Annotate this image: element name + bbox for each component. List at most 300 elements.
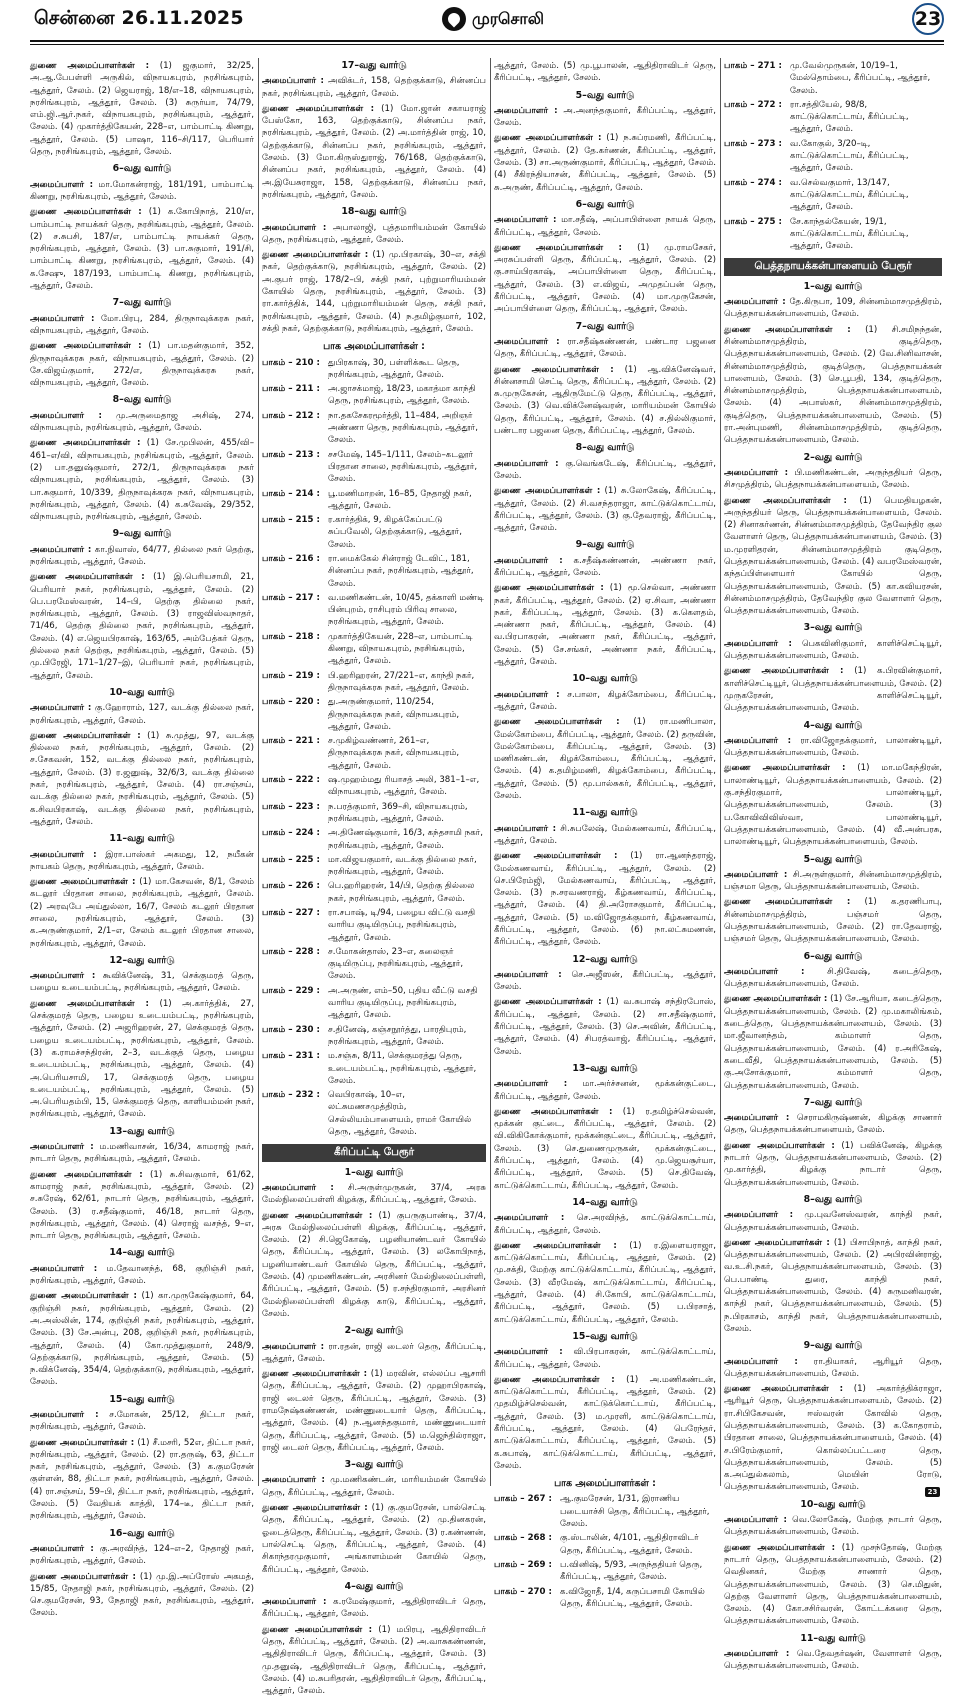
- column-1: [30, 60, 255, 1619]
- ward-heading: 1–வது வார்டு: [803, 280, 863, 292]
- ward-heading: 13–வது வார்டு: [109, 1125, 175, 1137]
- booth-number: பாகம் – 216 :: [262, 553, 320, 564]
- booth-agent-row: [494, 1493, 716, 1530]
- role-label: துணை அமைப்பாளர்கள் :: [494, 133, 602, 144]
- member-details: வெ.தேவதர்ஷன், வேளாளர் தெரு, பெத்தநாயக்கன்பாளையம், சேலம்.: [724, 1649, 942, 1672]
- role-label: துணை அமைப்பாளர்கள் :: [30, 341, 142, 352]
- appointment-entry: [494, 555, 716, 580]
- ward-heading: 9–வது வார்டு: [803, 1340, 863, 1352]
- role-label: துணை அமைப்பாளர்கள் :: [724, 1384, 844, 1395]
- member-details: க.ரமேஷ்குமார், ஆதிதிராவிடர் தெரு, கீரிப்பட்டி, ஆத்தூர், சேலம்.: [262, 1597, 486, 1620]
- appointment-entry: [724, 324, 942, 447]
- booth-agent-row: [724, 99, 942, 136]
- ward-heading: 10–வது வார்டு: [800, 1498, 866, 1510]
- ward-heading: 12–வது வார்டு: [109, 954, 175, 966]
- member-details: ச.பாலா, கிழக்கோம்பை, கீரிப்பட்டி, ஆத்தூர், சேலம்.: [494, 689, 716, 712]
- appointment-entry: [30, 1437, 254, 1523]
- booth-number: பாகம் – 225 :: [262, 854, 320, 865]
- member-details: (1) இ.பெரியசாமி, 21, பெரியார் நகர், நரசிங்கபுரம், ஆத்தூர், சேலம். (2) பெ.பரமேஸ்வரன், 14–பி, தெற்கு தில்லை நகர், நரசிங்கபுரம், ஆத்தூர், சேலம். (3) ராஜவிஸ்வநாதர், 71/46, தெற்கு தில்லை நகர், நரசிங்கபுரம், ஆத்தூர், சேலம். (4) எ.ஜெயபிரகாஷ், 163/65, அம்பேத்கர் தெரு, தில்லை நகர் தெற்கு, நரசிங்கபுரம், ஆத்தூர், சேலம். (5) மு.பிரேஜி, 171–1/27–இ, பெரியார் நகர், நரசிங்கபுரம், ஆத்தூர், சேலம்.: [30, 572, 254, 681]
- appointment-entry: [724, 467, 942, 492]
- ward-heading: 11–வது வார்டு: [800, 1632, 866, 1644]
- appointment-entry: [494, 850, 716, 948]
- role-label: அமைப்பாளர் :: [494, 215, 557, 226]
- booth-number: பாகம் – 212 :: [262, 410, 320, 421]
- member-details: (1) மு.இ.அப்ரோஸ் அகமத், 15/85, நேதாஜி நகர், நரசிங்கபுரம், ஆத்தூர், சேலம். (2) செ.குமரேசன், 93, நேதாஜி நகர், நரசிங்கபுரம், ஆத்தூர், சேலம்.: [30, 1571, 254, 1619]
- ward-heading: 11–வது வார்டு: [109, 833, 175, 845]
- member-details: சி.அருள்குமார், சின்னம்மாசமுத்திரம், பஞ்சமா தெரு, பெத்தநாயக்கன்பாளையம், சேலம்.: [724, 869, 942, 893]
- appointment-entry: [724, 1140, 942, 1189]
- booth-number: பாகம் – 268 :: [494, 1533, 552, 1544]
- role-label: அமைப்பாளர் :: [494, 336, 560, 347]
- edition-date: சென்னை 26.11.2025: [34, 7, 244, 29]
- booth-number: பாகம் – 269 :: [494, 1559, 552, 1570]
- booth-agent-details: துபிரகாஷ், 30, பள்ளிக்கூட தெரு, நரசிங்கபுரம், ஆத்தூர், சேலம்.: [328, 357, 460, 380]
- appointment-entry: [494, 336, 716, 361]
- member-details: (1) மரவின், எல்லப்ப ஆசாரி தெரு, கீரிப்பட்டி, ஆத்தூர், சேலம். (2) முஹாபிரகாஷ், ராஜி டைலர் தெரு, கீரிப்பட்டி, ஆத்தூர், சேலம். (3) ராமநேஷ்கண்ணன், மண்ணுடையார் தெரு, கீரிப்பட்டி, ஆத்தூர், சேலம். (4) ந.ஆனந்தகுமார், மண்ணுடையார் தெரு, கீரிப்பட்டி, ஆத்தூர், சேலம். (5) ம.ஜெந்தில்ராஜா, ராஜி டைலர் தெரு, கீரிப்பட்டி, ஆத்தூர், சேலம்.: [262, 1369, 486, 1453]
- booth-number: பாகம் – 270 :: [494, 1586, 552, 1597]
- appointment-entry: [30, 340, 254, 389]
- member-details: (1) ரா.ஆனந்தராஜ், மேல்கணவாய், கீரிப்பட்டி, ஆத்தூர், சேலம். (2) செ.பிரேம்ஜி, மேல்கணவாய், கீரிப்பட்டி, ஆத்தூர், சேலம். (3) ந.சரவணராஜ், கீழ்கணவாய், கீரிப்பட்டி, ஆத்தூர், சேலம். (4) தி.அரோசகுமார், கீரிப்பட்டி, ஆத்தூர், சேலம். (5) ம.விஜோதக்குமார், கீழ்கணவாய், கீரிப்பட்டி, ஆத்தூர், சேலம். (6) நா.லட்சுமணன், கீரிப்பட்டி, ஆத்தூர், சேலம்.: [494, 851, 716, 948]
- booth-agent-row: [262, 488, 486, 513]
- appointment-entry: [30, 1141, 254, 1166]
- role-label: துணை அமைப்பாளர்கள் :: [30, 207, 142, 218]
- role-label: அமைப்பாளர் :: [494, 105, 558, 116]
- role-label: அமைப்பாளர் :: [30, 179, 94, 190]
- appointment-entry: [724, 1383, 942, 1494]
- booth-number: பாகம் – 231 :: [262, 1051, 320, 1062]
- appointment-entry: [262, 1341, 486, 1366]
- appointment-entry: [494, 969, 716, 994]
- section-banner: பெத்தநாயக்கன்பாளையம் பேரூர்: [724, 258, 942, 275]
- role-label: துணை அமைப்பாளர்கள் :: [494, 717, 620, 728]
- role-label: துணை அமைப்பாளர்கள் :: [30, 1169, 143, 1180]
- appointment-entry: [494, 1240, 716, 1326]
- member-details: (1) பெமதியழகன், அருந்ததியர் தெரு, பெத்தநாயக்கன்பாளையம், சேலம். (2) சினாகர்ணன், சின்னம்மாசமுத்திரம், தேவேந்திர குல வேளாளர் தெரு, பெத்தநாயக்கன்பாளையம், சேலம். (3) ம.முரளிதரன், சின்னம்மாசமுத்திரம் குடிதெரு, பெத்தநாயக்கன்பாளையம், சேலம். (4) வபரமேஸ்வரன், கந்தப்பிள்ளையார் கோயில் தெரு, பெத்தநாயக்கன்பாளையம், சேலம். (5) கா.கவியரசன், சின்னம்மாசமுத்திரம், தேவேந்திர குல வேளாளர் தெரு, பெத்தநாயக்கன்பாளையம், சேலம்.: [724, 495, 942, 617]
- booth-agent-row: [262, 449, 486, 486]
- member-details: (1) மு.ராமசேகர், அரசுப்பள்ளி தெரு, கீரிப்பட்டி, ஆத்தூர், சேலம். (2) கு.சாய்பிரகாஷ், அப்பாபிள்ளை தெரு, கீரிப்பட்டி, ஆத்தூர், சேலம். (3) எ.விஜய், அமுதப்பன் தெரு, கீரிப்பட்டி, ஆத்தூர், சேலம். (4) மா.முருகேசன், அப்பாபிள்ளை தெரு, கீரிப்பட்டி, ஆத்தூர், சேலம்.: [494, 242, 716, 315]
- ward-heading: 14–வது வார்டு: [572, 1196, 638, 1208]
- booth-agent-details: ப.வினிஷ், 5/93, அருந்ததியர் தெரு, கீரிப்பட்டி, ஆத்தூர், சேலம்.: [560, 1559, 703, 1583]
- ward-heading: 6–வது வார்டு: [575, 198, 635, 210]
- role-label: துணை அமைப்பாளர்கள் :: [494, 1374, 615, 1385]
- booth-agent-details: பி.ஹரிஹரன், 27/221–எ, காந்தி நகர், திருநாவுக்கரசு நகர், ஆத்தூர், சேலம்.: [328, 670, 475, 693]
- role-label: துணை அமைப்பாளர்கள் :: [30, 61, 150, 71]
- booth-agent-row: [262, 357, 486, 382]
- role-label: அமைப்பாளர் :: [494, 1213, 565, 1224]
- booth-agent-row: [262, 696, 486, 733]
- member-details: (1) சீ.மசரி, 52எ, திட்டா நகர், நரசிங்கபுரம், ஆத்தூர், சேலம். (2) ரா.தருஷ், 63, திட்டா நகர், நரசிங்கபுரம், ஆத்தூர், சேலம். (3) க.குமரேசன் குள்ளன், 88, திட்டா நகர், நரசிங்கபுரம், ஆத்தூர், சேலம். (4) ரா.சஞ்சய், 59–பி, திட்டா நகர், நரசிங்கபுரம், ஆத்தூர், சேலம். (5) வேதியக் காத்தி, 174–டீ, திட்டா நகர், நரசிங்கபுரம், ஆத்தூர், சேலம்.: [30, 1437, 254, 1522]
- role-label: அமைப்பாளர் :: [494, 1079, 568, 1090]
- appointment-entry: [494, 458, 716, 483]
- role-label: அமைப்பாளர் :: [724, 467, 789, 478]
- role-label: அமைப்பாளர் :: [724, 966, 805, 977]
- booth-agent-row: [262, 907, 486, 944]
- booth-agent-details: பெ.ஹரிஹரன், 14/பி, தெற்கு தில்லை நகர், நரசிங்கபுரம், ஆத்தூர், சேலம்.: [328, 881, 475, 904]
- member-details: மா.அர்ச்சனன், மூக்கன்குட்டை, கீரிப்பட்டி, ஆத்தூர், சேலம்.: [494, 1079, 716, 1102]
- appointment-entry: [494, 132, 716, 193]
- booth-agent-row: [262, 854, 486, 879]
- ward-heading: 4–வது வார்டு: [803, 719, 863, 731]
- member-details: சி.திவேஷ், கடைத்தெரு, பெத்தநாயக்கன்பாளையம், சேலம்.: [724, 966, 942, 990]
- appointment-entry: [30, 410, 254, 435]
- booth-number: பாகம் – 229 :: [262, 985, 320, 996]
- column-2: [262, 60, 487, 1697]
- role-label: அமைப்பாளர் :: [262, 222, 327, 233]
- role-label: அமைப்பாளர் :: [724, 297, 786, 308]
- role-label: துணை அமைப்பாளர்கள் :: [30, 1571, 136, 1582]
- booth-agent-details: து.அருண்குமார், 110/254, திருநாவுக்கரசு நகர், விநாயகபுரம், ஆத்தூர், சேலம்.: [328, 697, 460, 732]
- booth-agent-details: வ.மணிகண்டன், 10/45, தக்காளி மண்டி பின்புறம், ராசிபுரம் பிரிவு சாலை, நரசிங்கபுரம், ஆத்தூர், சேலம்.: [328, 592, 484, 628]
- booth-agent-row: [262, 631, 486, 668]
- booth-agent-details: ச.தினேஷ், கஞ்சநூர்த்து, பாரதிபுரம், நரசிங்கபுரம், ஆத்தூர், சேலம்.: [328, 1024, 467, 1047]
- rising-sun-icon: [442, 7, 466, 31]
- role-label: அமைப்பாளர் :: [30, 849, 97, 860]
- booth-agent-row: [262, 735, 486, 772]
- member-details: இரா.பாஸ்கர் அகமது, 12, நயீகன் நாயகம் தெரு, நரசிங்கபுரம், ஆத்தூர், சேலம்.: [30, 849, 254, 872]
- role-label: துணை அமைப்பாளர்கள் :: [262, 250, 369, 261]
- role-label: துணை அமைப்பாளர்கள் :: [494, 1240, 617, 1251]
- booth-agent-details: நா.தகசேகரமூர்த்தி, 11–484, அறிஞர் அண்ணா தெரு, நரசிங்கபுரம், ஆத்தூர், சேலம்.: [328, 410, 479, 446]
- member-details: ரா.சதீஷ்கண்ணன், பண்டார பஜனை தெரு, கீரிப்பட்டி, ஆத்தூர், சேலம்.: [494, 336, 716, 360]
- appointment-entry: [30, 1409, 254, 1434]
- member-details: செ.அஜீஸன், கீரிப்பட்டி, ஆத்தூர், சேலம்.: [494, 969, 716, 993]
- newspaper-name: முரசொலி: [472, 8, 544, 28]
- role-label: அமைப்பாளர் :: [30, 1142, 94, 1153]
- member-details: மு.மணிகண்டன், மாரியம்மன் கோயில் தெரு, கீரிப்பட்டி, ஆத்தூர், சேலம்.: [262, 1475, 487, 1498]
- appointment-entry: [30, 970, 254, 995]
- role-label: அமைப்பாளர் :: [494, 969, 562, 980]
- booth-agent-details: ரா.சத்தியேல், 98/8, காட்டுக்கொட்டாய், கீரிப்பட்டி, ஆத்தூர், சேலம்.: [790, 99, 909, 135]
- appointment-entry: [30, 544, 254, 569]
- role-label: துணை அமைப்பாளர்கள் :: [30, 572, 145, 583]
- column-3: [494, 60, 717, 1609]
- appointment-entry: [724, 966, 942, 991]
- ward-heading: 13–வது வார்டு: [572, 1062, 638, 1074]
- booth-agent-row: [262, 592, 486, 629]
- role-label: அமைப்பாளர் :: [494, 1347, 563, 1358]
- appointment-entry: [724, 495, 942, 618]
- booth-agent-details: ஷ.முஹம்மது ரியாசத் அலி, 381–1–எ, விநாயகபுரம், ஆத்தூர், சேலம்.: [328, 775, 480, 798]
- role-label: துணை அமைப்பாளர்கள் :: [262, 1210, 373, 1221]
- role-label: துணை அமைப்பாளர்கள் :: [30, 998, 149, 1009]
- role-label: அமைப்பாளர் :: [724, 1515, 787, 1526]
- member-details: (1) க.பிரவின்குமார், காளிச்செட்டியூர், பெத்தநாயக்கன்பாளையம், சேலம். (2) முருகரேசன், காளிச்செட்டியூர், பெத்தநாயக்கன்பாளையம், சேலம்.: [724, 666, 942, 714]
- role-label: அமைப்பாளர் :: [30, 313, 95, 324]
- appointment-entry: [262, 1596, 486, 1621]
- ward-heading: 6–வது வார்டு: [112, 163, 172, 175]
- booth-agent-details: ந.பரத்குமார், 369–சி, விநாயகபுரம், நரசிங்கபுரம், ஆத்தூர், சேலம்.: [328, 801, 468, 824]
- appointment-entry: [724, 1356, 942, 1381]
- booth-agent-details: சே.காந்தல்கேயன், 19/1, காட்டுக்கொட்டாய், கீரிப்பட்டி, ஆத்தூர், சேலம்.: [790, 216, 909, 252]
- appointment-entry: [30, 313, 254, 338]
- role-label: துணை அமைப்பாளர்கள் :: [494, 583, 604, 594]
- booth-agent-details: பூ.மணிமாறன், 16–85, நேதாஜி நகர், ஆத்தூர், சேலம்.: [328, 488, 472, 511]
- ward-heading: 14–வது வார்டு: [109, 1247, 175, 1259]
- member-details: ச.மோகன், 25/12, திட்டா நகர், நரசிங்கபுரம், ஆத்தூர், சேலம்.: [30, 1409, 254, 1433]
- role-label: துணை அமைப்பாளர்கள் :: [30, 730, 141, 741]
- role-label: துணை அமைப்பாளர்கள் :: [262, 1369, 368, 1380]
- booth-number: பாகம் – 267 :: [494, 1494, 552, 1505]
- appointment-entry: [262, 75, 486, 100]
- booth-agent-row: [262, 553, 486, 590]
- appointment-entry: [494, 364, 716, 438]
- member-details: ரா.தியாகர், ஆரியூர் தெரு, பெத்தநாயக்கன்பாளையம், சேலம்.: [724, 1356, 942, 1379]
- appointment-entry: [494, 823, 716, 848]
- booth-number: பாகம் – 217 :: [262, 592, 320, 603]
- appointment-entry: [724, 896, 942, 945]
- member-details: ம.மணிவாசன், 16/34, காமராஜ் நகர், நாடார் தெரு, நரசிங்கபுரம், ஆத்தூர், சேலம்.: [30, 1142, 254, 1165]
- role-label: அமைப்பாளர் :: [724, 1649, 790, 1660]
- role-label: அமைப்பாளர் :: [724, 735, 792, 746]
- member-details: (1) க.தரணிபாபு, சின்னம்மாசமுத்திரம், பஞ்சமர் தெரு, பெத்தநாயக்கன்பாளையம், சேலம். (2) ரா.தேவராஜ், பஞ்சமர் தெரு, பெத்தநாயக்கன்பாளையம், சேலம்.: [724, 897, 943, 945]
- member-details: அபாலாஜி, புத்தமாரியம்மன் கோயில் தெரு, நரசிங்கபுரம், ஆத்தூர், சேலம்.: [262, 222, 487, 245]
- ward-heading: 8–வது வார்டு: [575, 442, 635, 454]
- booth-agent-details: அ.திணேஷ்குமார், 16/3, கந்தசாமி நகர், நரசிங்கபுரம், ஆத்தூர், சேலம்.: [328, 828, 483, 851]
- appointment-entry: [30, 1169, 254, 1243]
- appointment-entry: [262, 249, 486, 335]
- appointment-entry: [494, 1078, 716, 1103]
- member-details: மு.அருமைதாஜ அசிஷ், 274, விநாயகபுரம், நரசிங்கபுரம், ஆத்தூர், சேலம்.: [30, 410, 254, 434]
- role-label: அமைப்பாளர் :: [262, 1597, 327, 1608]
- role-label: அமைப்பாளர் :: [494, 689, 560, 700]
- booth-number: பாகம் – 228 :: [262, 946, 320, 957]
- ward-heading: 15–வது வார்டு: [572, 1330, 638, 1342]
- booth-agent-details: வ.கோகுல், 3/20–டி, காட்டுக்கொட்டாய், கீரிப்பட்டி, ஆத்தூர், சேலம்.: [790, 138, 909, 174]
- ward-heading: 11–வது வார்டு: [572, 807, 638, 819]
- masthead-rule-thin: [30, 44, 944, 45]
- appointment-entry: [494, 1346, 716, 1371]
- booth-agent-row: [262, 827, 486, 852]
- member-details: கு.ஹோராம், 127, வடக்கு தில்லை நகர், நரசிங்கபுரம், ஆத்தூர், சேலம்.: [30, 703, 254, 726]
- member-details: கு.வெங்கடேஷ், கீரிப்பட்டி, ஆத்தூர், சேலம்.: [494, 458, 716, 481]
- member-details: (1) மூ.செல்வா, அண்ணா நகர், கீரிப்பட்டி, ஆத்தூர், சேலம். (2) ஏ.சிவா, அண்ணா நகர், கீரிப்பட்டி, ஆத்தூர், சேலம். (3) க.கௌதம், அண்ணா நகர், கீரிப்பட்டி, ஆத்தூர், சேலம். (4) வ.பிரபாகரன், அண்ணா நகர், கீரிப்பட்டி, ஆத்தூர், சேலம். (5) சே.சங்கர், அண்ணா நகர், கீரிப்பட்டி, ஆத்தூர், சேலம்.: [494, 583, 717, 668]
- booth-agent-row: [262, 670, 486, 695]
- member-details: மா.சதீஷ், அப்பாபிள்ளை நாயக் தெரு, கீரிப்பட்டி, ஆத்தூர், சேலம்.: [494, 215, 716, 238]
- booth-number: பாகம் – 211 :: [262, 384, 320, 395]
- role-label: துணை அமைப்பாளர்கள் :: [724, 994, 828, 1005]
- appointment-entry: [494, 1212, 716, 1237]
- member-details: (1) மபிரபு, ஆதிதிராவிடர் தெரு, கீரிப்பட்டி, ஆத்தூர், சேலம். (2) அ.வாசுகண்ணன், ஆதிதிராவிடர் தெரு, கீரிப்பட்டி, ஆத்தூர், சேலம். (3) மு.தனுஷ், ஆதிதிராவிடர் தெரு, கீரிப்பட்டி, ஆத்தூர், சேலம். (4) ம.சுபரிதரன், ஆதிதிராவிடர் தெரு, கீரிப்பட்டி, ஆத்தூர், சேலம்.: [262, 1624, 486, 1697]
- role-label: துணை அமைப்பாளர்கள் :: [724, 1140, 835, 1151]
- role-label: அமைப்பாளர் :: [30, 1263, 98, 1274]
- appointment-entry: [30, 60, 254, 158]
- role-label: துணை அமைப்பாளர்கள் :: [494, 997, 602, 1008]
- column-divider: [490, 58, 491, 1486]
- member-details: (1) ர.தமிழ்ச்செல்வன், மூக்கன் குட்டை, கீரிப்பட்டி, ஆத்தூர், சேலம். (2) வி.விகிகோக்குமார், மூக்கன்குட்டை, கீரிப்பட்டி, ஆத்தூர், சேலம். (3) செ.துணைமுருகன், மூக்கன்குட்டை, கீரிப்பட்டி, ஆத்தூர், சேலம். (4) மு.ஜெயசூர்யா, கீரிப்பட்டி, ஆத்தூர், சேலம். (5) செ.திவேஷ், காட்டுக்கொட்டாய், கீரிப்பட்டி, ஆத்தூர், சேலம்.: [494, 1106, 716, 1191]
- member-details: (1) ரா.மணிபாலா, மேல்கோம்பை, கீரிப்பட்டி, ஆத்தூர், சேலம். (2) தருவின், மேல்கோம்பை, கீரிப்பட்டி, ஆத்தூர், சேலம். (3) மணிகண்டன், கிழக்கோம்பை, கீரிப்பட்டி, ஆத்தூர், சேலம். (4) க.தமிழ்மணி, கிழக்கோம்பை, கீரிப்பட்டி, ஆத்தூர், சேலம். (5) மூ.பால்சுகர், கீரிப்பட்டி, ஆத்தூர், சேலம்.: [494, 717, 716, 802]
- appointment-entry: [262, 1624, 486, 1698]
- appointment-entry: [30, 876, 254, 950]
- newspaper-logo[interactable]: [442, 6, 544, 32]
- role-label: அமைப்பாளர் :: [30, 1543, 94, 1554]
- appointment-entry: [724, 869, 942, 894]
- booth-agent-details: ர.கார்த்திக், 9, கிழக்கேப்பட்டு சுப்பவேலி, தெற்குக்காடு, ஆத்தூர், சேலம்.: [328, 515, 463, 550]
- role-label: அமைப்பாளர் :: [30, 544, 92, 555]
- booth-number: பாகம் – 220 :: [262, 697, 320, 708]
- member-details: செ.அரவிந்த், காட்டுக்கொட்டாய், கீரிப்பட்டி, ஆத்தூர், சேலம்.: [494, 1213, 716, 1236]
- masthead: [0, 0, 972, 38]
- appointment-entry: [30, 998, 254, 1121]
- booth-agent-details: மு.வேல்முருகன், 10/19–1, மேல்தொம்பை, கீரிப்பட்டி, ஆத்தூர், சேலம்.: [790, 61, 931, 96]
- role-label: அமைப்பாளர் :: [724, 869, 788, 880]
- member-details: சி.அருள்முருகன், 37/4, அரசு மேல்நிலைப்பள்ளி கிழக்கு, கீரிப்பட்டி, ஆத்தூர், சேலம்.: [262, 1182, 486, 1206]
- ward-heading: 2–வது வார்டு: [344, 1325, 404, 1337]
- member-details: தே.கிருபா, 109, சின்னம்மாசமுத்திரம், பெத்தநாயக்கன்பாளையம், சேலம்.: [724, 297, 942, 320]
- booth-number: பாகம் – 215 :: [262, 515, 320, 526]
- ward-heading: 7–வது வார்டு: [112, 297, 172, 309]
- member-details: (1) மா.மகேந்திரன், பாலாண்டியூர், பெத்தநாயக்கன்பாளையம், சேலம். (2) கு.சந்திரகுமார், பாலாண்டியூர், பெத்தநாயக்கன்பாளையம், சேலம். (3) ப.கோவிவிவிஸ்வா, பாலாண்டியூர், பெத்தநாயக்கன்பாளையம், சேலம். (4) வீ.அன்பரசு, பாலாண்டியூர், பெத்தநாயக்கன்பாளையம், சேலம்.: [724, 763, 942, 848]
- role-label: அமைப்பாளர் :: [724, 1356, 798, 1367]
- booth-number: பாகம் – 224 :: [262, 828, 320, 839]
- ward-heading: 4–வது வார்டு: [344, 1580, 404, 1592]
- role-label: துணை அமைப்பாளர்கள் :: [494, 1106, 613, 1117]
- appointment-entry: [724, 1542, 942, 1628]
- role-label: துணை அமைப்பாளர்கள் :: [724, 763, 846, 774]
- role-label: அமைப்பாளர் :: [262, 1341, 325, 1352]
- booth-agent-row: [724, 60, 942, 97]
- appointment-entry: [30, 571, 254, 682]
- appointment-entry: [30, 437, 254, 523]
- appointment-entry: [262, 1502, 486, 1576]
- appointment-entry: [724, 1648, 942, 1673]
- role-label: துணை அமைப்பாளர்கள் :: [724, 1542, 836, 1553]
- member-details: (1) ர.இளையராஜா, காட்டுக்கொட்டாய், கீரிப்பட்டி, ஆத்தூர், சேலம். (2) மு.சக்தி, மேற்கு காட்டுக்கொட்டாய், கீரிப்பட்டி, ஆத்தூர், சேலம். (3) வீரமேஷ், காட்டுக்கொட்டாய், கீரிப்பட்டி, ஆத்தூர், சேலம். (4) சி.கோபி, காட்டுக்கொட்டாய், கீரிப்பட்டி, ஆத்தூர், சேலம். (5) ப.பிரசாத், காட்டுக்கொட்டாய், கீரிப்பட்டி, ஆத்தூர், சேலம்.: [494, 1240, 716, 1325]
- member-details: கா.நிவாஸ், 64/77, தில்லை நகர் தெற்கு, நரசிங்கபுரம், ஆத்தூர், சேலம்.: [30, 544, 254, 567]
- ward-heading: 1–வது வார்டு: [344, 1166, 404, 1178]
- member-details: அவிக்டர், 158, தெற்குக்காடு, சின்னப்ப நகர், நரசிங்கபுரம், ஆத்தூர், சேலம்.: [262, 76, 486, 99]
- booth-agent-row: [724, 138, 942, 175]
- booth-agent-row: [262, 410, 486, 447]
- booth-agent-details: அ.அருண், எம்–50, புதிய வீட்டு வசதி வாரிய குடியிருப்பு, நரசிங்கபுரம், ஆத்தூர், சேலம்.: [328, 985, 478, 1021]
- member-details: வி.பிரபாகரன், காட்டுக்கொட்டாய், கீரிப்பட்டி, ஆத்தூர், சேலம்.: [494, 1347, 716, 1370]
- role-label: அமைப்பாளர் :: [494, 458, 559, 469]
- ward-heading: 2–வது வார்டு: [803, 451, 863, 463]
- role-label: துணை அமைப்பாளர்கள் :: [30, 877, 136, 888]
- role-label: துணை அமைப்பாளர்கள் :: [262, 1503, 368, 1514]
- booth-number: பாகம் – 219 :: [262, 670, 320, 681]
- member-details: (1) மோ.ஜான் சகாயராஜ் பேஸ்கோ, 163, தெற்குக்காடு, சின்னப்ப நகர், நரசிங்கபுரம், ஆத்தூர், சேலம். (2) அ.மார்த்தின் ராஜ், 10, தெற்குக்காடு, சின்னப்ப நகர், நரசிங்கபுரம், ஆத்தூர், சேலம். (3) மோ.கிருஸ்துராஜ், 76/168, தெற்குக்காடு, சின்னப்ப நகர், நரசிங்கபுரம், ஆத்தூர், சேலம். (4) அ.இயேசுராஜா, 158, தெற்குக்காடு, சின்னப்ப நகர், நரசிங்கபுரம், ஆத்தூர், சேலம்.: [262, 103, 486, 200]
- role-label: அமைப்பாளர் :: [262, 1182, 334, 1193]
- member-details: ஆத்தூர், சேலம். (5) மு.பூபாலன், ஆதிதிராவிடர் தெரு, கீரிப்பட்டி, ஆத்தூர், சேலம்.: [494, 61, 716, 84]
- booth-agent-details: முகார்த்திகேயன், 228–எ, பாம்பாட்டி கிணறு, விநாயகபுரம், நரசிங்கபுரம், ஆத்தூர், சேலம்.: [328, 631, 473, 667]
- role-label: துணை அமைப்பாளர்கள் :: [262, 103, 375, 114]
- column-divider: [258, 58, 259, 1486]
- appointment-entry: [724, 1237, 942, 1335]
- member-details: ரா.ரதன், ராஜி டைலர் தெரு, கீரிப்பட்டி, ஆத்தூர், சேலம்.: [262, 1341, 486, 1364]
- member-details: கூவிக்னேஷ், 31, செக்குமரத் தெரு, பழைய உடையம்பட்டி, நரசிங்கபுரம், ஆத்தூர், சேலம்.: [30, 971, 254, 994]
- role-label: துணை அமைப்பாளர்கள் :: [724, 1237, 830, 1248]
- member-details: (1) வ.சுபாஷ் சந்திரபோஸ், கீரிப்பட்டி, ஆத்தூர், சேலம். (2) சா.சதீஷ்குமார், கீரிப்பட்டி, ஆத்தூர், சேலம். (3) செ.அவின், கீரிப்பட்டி, ஆத்தூர், சேலம். (4) சிபரத்வாஜ், கீரிப்பட்டி, ஆத்தூர், சேலம்.: [494, 997, 716, 1057]
- ward-heading: 7–வது வார்டு: [575, 320, 635, 332]
- member-details: ரா.விஜோதக்குமார், பாலாண்டியூர், பெத்தநாயக்கன்பாளையம், சேலம்.: [724, 735, 942, 759]
- booth-agent-details: வெபிரகாஷ், 10–எ, லட்சுமணசமுத்திரம், செல்லியம்பாளையம், ராமர் கோயில் தெரு, ஆத்தூர், சேலம்.: [328, 1090, 472, 1138]
- member-details: (1) மு.பிரகாஷ், 30–எ, சக்தி நகர், தெற்குக்காடு, நரசிங்கபுரம், ஆத்தூர், சேலம். (2) அ.குபர் ராஜ், 178/2–பி, சக்தி நகர், புற்றுமாரியம்மன் கோயில் தெரு, நரசிங்கபுரம், ஆத்தூர், சேலம். (3) ரா.கார்த்திக், 144, புற்றுமாரியம்மன் தெரு, சக்தி நகர், நரசிங்கபுரம், ஆத்தூர், சேலம். (4) ந.தமிழ்குமார், 102, சக்தி நகர், தெற்குக்காடு, நரசிங்கபுரம், ஆத்தூர், சேலம்.: [262, 250, 486, 334]
- appointment-entry: [724, 665, 942, 714]
- member-details: அ.அனந்தகுமார், கீரிப்பட்டி, ஆத்தூர், சேலம்.: [494, 105, 716, 129]
- member-details: (1) அ.மணிகண்டன், காட்டுக்கொட்டாய், கீரிப்பட்டி, ஆத்தூர், சேலம். (2) முதமிழ்ச்செல்வன், காட்டுக்கொட்டாய், கீரிப்பட்டி, ஆத்தூர், சேலம். (3) ம.முரளி, காட்டுக்கொட்டாய், கீரிப்பட்டி, ஆத்தூர், சேலம். (4) பெரேந்தர், காட்டுக்கொட்டாய், கீரிப்பட்டி, ஆத்தூர், சேலம். (5) க.சுபாஷ், காட்டுக்கொட்டாய், கீரிப்பட்டி, ஆத்தூர், சேலம்.: [494, 1374, 716, 1471]
- booth-agent-row: [724, 216, 942, 253]
- appointment-entry: [494, 1374, 716, 1472]
- appointment-entry: [262, 1474, 486, 1499]
- appointment-entry: [262, 1210, 486, 1321]
- booth-number: பாகம் – 214 :: [262, 488, 320, 499]
- member-details: (1) சு.சிவகுமார், 61/62, காமராஜ் நகர், நரசிங்கபுரம், ஆத்தூர், சேலம். (2) ச.சுரேஷ், 62/61, நாடார் தெரு, நரசிங்கபுரம், ஆத்தூர், சேலம். (3) ர.சதீஷ்குமார், 46/18, நாடார் தெரு, நரசிங்கபுரம், ஆத்தூர், சேலம். (4) செராஜ் வசந்த், 9–எ, நாடார் தெரு, நரசிங்கபுரம், ஆத்தூர், சேலம்.: [30, 1169, 255, 1242]
- member-details: சி.சுபலேஷ், மேல்கணவாய், கீரிப்பட்டி, ஆத்தூர், சேலம்.: [494, 823, 716, 846]
- masthead-rule: [30, 40, 944, 42]
- booth-agent-details: ச.மோகன்தாஸ், 23–எ, கலைஞர் குடியிருப்பு, நரசிங்கபுரம், ஆத்தூர், சேலம்.: [328, 946, 464, 982]
- appointment-entry: [494, 485, 716, 534]
- member-details: (1) சு.லோகேஷ், கீரிப்பட்டி, ஆத்தூர், சேலம். (2) சி.வசந்தராஜா, காட்டுக்கொட்டாய், கீரிப்பட்டி, ஆத்தூர், சேலம். (3) கு.தேவராஜ், கீரிப்பட்டி, ஆத்தூர், சேலம்.: [494, 486, 716, 534]
- appointment-entry: [494, 214, 716, 239]
- appointment-entry: [494, 996, 716, 1057]
- member-details: (1) சே.முபிலன், 455/வி–461–எ/வி, விநாயகபுரம், நரசிங்கபுரம், ஆத்தூர், சேலம். (2) பா.தனுஷ்குமார், 272/1, திருநாவுக்கரசு நகர் விநாயகபுரம், நரசிங்கபுரம், ஆத்தூர், சேலம். (3) பா.சுகுமார், 10/339, திருநாவுக்கரசு நகர், விநாயகபுரம், நரசிங்கபுரம், ஆத்தூர், சேலம். (4) க.சுவேஷ், 29/352, விநாயகபுரம், நரசிங்கபுரம், ஆத்தூர், சேலம்.: [30, 438, 254, 523]
- appointment-entry: [30, 1543, 254, 1568]
- role-label: அமைப்பாளர் :: [30, 703, 92, 714]
- booth-number: பாகம் – 221 :: [262, 736, 320, 747]
- ward-heading: 7–வது வார்டு: [803, 1096, 863, 1108]
- member-details: (1) அகார்த்திக்ராஜா, ஆரியூர் தெரு, பெத்தநாயக்கன்பாளையம், சேலம். (2) ரா.சிபிகேசவன், ஈஸ்வரன் கோவில் தெரு, பெத்தநாயக்கன்பாளையம், சேலம். (3) க.கோதராம், பிரதான சாலை, பெத்தநாயக்கன்பாளையம், சேலம். (4) ச.பிரேம்குமார், கொல்லப்பட்டரை தெரு, பெத்தநாயக்கன்பாளையம், சேலம். (5) க.அப்துல்கலாம், மெயின் ரோடு, பெத்தநாயக்கன்பாளையம், சேலம்.: [724, 1384, 942, 1493]
- ward-heading: 9–வது வார்டு: [112, 528, 172, 540]
- booth-agent-row: [262, 1050, 486, 1087]
- ward-heading: 9–வது வார்டு: [575, 539, 635, 551]
- appointment-entry: [494, 60, 716, 85]
- footer-page-number: 23: [925, 1487, 940, 1497]
- ward-heading: 6–வது வார்டு: [803, 950, 863, 962]
- role-label: அமைப்பாளர் :: [30, 410, 102, 421]
- booth-agent-details: சசமேஷ், 145–1/111, சேலம்–கடலூர் பிரதான சாலை, நரசிங்கபுரம், ஆத்தூர், சேலம்.: [328, 449, 478, 485]
- ward-heading: 5–வது வார்டு: [803, 853, 863, 865]
- appointment-entry: [30, 1571, 254, 1620]
- appointment-entry: [30, 1263, 254, 1288]
- subsection-heading: பாக அமைப்பாளர்கள் :: [554, 1478, 656, 1490]
- booth-number: பாகம் – 222 :: [262, 775, 320, 786]
- role-label: அமைப்பாளர் :: [494, 823, 557, 834]
- member-details: மோ.பிரபு, 284, திருநாவுக்கரசு நகர், விநாயகபுரம், ஆத்தூர், சேலம்.: [30, 313, 254, 336]
- role-label: துணை அமைப்பாளர்கள் :: [724, 495, 847, 506]
- booth-agent-details: ச.முகிழ்வண்ணர், 261–எ, திருநாவுக்கரசு நகர், விநாயகபுரம், ஆத்தூர், சேலம்.: [328, 736, 460, 771]
- appointment-entry: [30, 179, 254, 204]
- member-details: கு.அரவிந்த், 124–எ–2, நேதாஜி நகர், நரசிங்கபுரம், ஆத்தூர், சேலம்.: [30, 1543, 254, 1567]
- member-details: மா.மோகன்ராஜ், 181/191, பாம்பாட்டி கிணறு, நரசிங்கபுரம், ஆத்தூர், சேலம்.: [30, 179, 254, 202]
- role-label: அமைப்பாளர் :: [30, 971, 96, 982]
- member-details: (1) அ.கார்த்திக், 27, செக்குமரத் தெரு, பழைய உடையம்பட்டி, நரசிங்கபுரம், ஆத்தூர், சேலம். (2) அஜரிஹரன், 27, செக்குமரத் தெரு, பழைய உடையம்பட்டி, நரசிங்கபுரம், ஆத்தூர், சேலம். (3) க.ராமச்சந்திரன், 2–3, வடக்குத் தெரு, பழைய உடையம்பட்டி, நரசிங்கபுரம், ஆத்தூர், சேலம். (4) அ.பெரியசாமி, 17, செக்குமரத் தெரு, பழைய உடையம்பட்டி, நரசிங்கபுரம், ஆத்தூர், சேலம். (5) அ.பெரியதம்பி, 15, செக்குமரத் தெரு, காளியம்மன் நகர், நரசிங்கபுரம், ஆத்தூர், சேலம்.: [30, 998, 254, 1120]
- appointment-entry: [494, 689, 716, 714]
- booth-number: பாகம் – 213 :: [262, 449, 320, 460]
- booth-number: பாகம் – 275 :: [724, 216, 782, 227]
- booth-agent-row: [494, 1559, 716, 1584]
- subsection-heading: பாக அமைப்பாளர்கள் :: [323, 341, 425, 353]
- booth-number: பாகம் – 272 :: [724, 99, 782, 110]
- booth-agent-details: ரா.மைக்கேல் சின்ராஜ் டேவிட், 181, சின்னப்ப நகர், நரசிங்கபுரம், ஆத்தூர், சேலம்.: [328, 553, 474, 589]
- ward-heading: 5–வது வார்டு: [575, 89, 635, 101]
- appointment-entry: [494, 716, 716, 802]
- role-label: துணை அமைப்பாளர்கள் :: [494, 486, 601, 497]
- role-label: துணை அமைப்பாளர்கள் :: [494, 851, 618, 862]
- member-details: மு.புவனேஸ்வரன், காந்தி நகர், பெத்தநாயக்கன்பாளையம், சேலம்.: [724, 1210, 942, 1233]
- booth-number: பாகம் – 218 :: [262, 631, 320, 642]
- booth-agent-details: அ.ஜாசக்மாஜ், 18/23, மகாத்மா காந்தி தெரு, நரசிங்கபுரம், ஆத்தூர், சேலம்.: [328, 384, 476, 407]
- member-details: (1) ந.சுப்ரமணி, கீரிப்பட்டி, ஆத்தூர், சேலம். (2) தே.கர்ணன், கீரிப்பட்டி, ஆத்தூர், சேலம். (3) சா.அருண்குமார், கீரிப்பட்டி, ஆத்தூர், சேலம். (4) சீகிரந்தியாசன், கீரிப்பட்டி, ஆத்தூர், சேலம். (5) சு.அருண், கீரிப்பட்டி, ஆத்தூர், சேலம்.: [494, 133, 716, 193]
- member-details: (1) குபருகுபாண்டி, 37/4, அரசு மேல்நிலைப்பள்ளி கிழக்கு, கீரிப்பட்டி, ஆத்தூர், சேலம். (2) சி.ஜெகோஷ், பழனியாண்டவர் கோயில் தெரு, கீரிப்பட்டி, ஆத்தூர், சேலம். (3) லகோபிநாத், பழனியாண்டவர் கோயில் தெரு, கீரிப்பட்டி, ஆத்தூர், சேலம். (4) முமணிகண்டன், அரசினர் மேல்நிலைப்பள்ளி, கீரிப்பட்டி, ஆத்தூர், சேலம். (5) ர.சந்திரகுமார், அரசினர் மேல்நிலைப்பள்ளி கிழக்கு காடு, கீரிப்பட்டி, ஆத்தூர், சேலம்.: [262, 1210, 486, 1319]
- booth-agent-details: மா.விஜயகுமார், வடக்கு தில்லை நகர், நரசிங்கபுரம், ஆத்தூர், சேலம்.: [328, 854, 477, 878]
- booth-number: பாகம் – 223 :: [262, 801, 320, 812]
- role-label: அமைப்பாளர் :: [262, 76, 324, 87]
- booth-agent-row: [724, 177, 942, 214]
- member-details: (1) க.கோபிநாத், 210/எ, பாம்பாட்டி நாயக்கர் தெரு, நரசிங்கபுரம், ஆத்தூர், சேலம். (2) ச.சுபசி, 187/எ, பாம்பாட்டி நாயக்கர் தெரு, நரசிங்கபுரம், ஆத்தூர், சேலம். (3) பா.சுகுமார், 191/சி, பாம்பாட்டி கிணறு, நரசிங்கபுரம், ஆத்தூர், சேலம். (4) க.சேஷு, 187/193, பாம்பாட்டி கிணறு, நரசிங்கபுரம், ஆத்தூர், சேலம்.: [30, 207, 254, 292]
- appointment-entry: [494, 582, 716, 668]
- appointment-entry: [724, 762, 942, 848]
- appointment-entry: [262, 1368, 486, 1454]
